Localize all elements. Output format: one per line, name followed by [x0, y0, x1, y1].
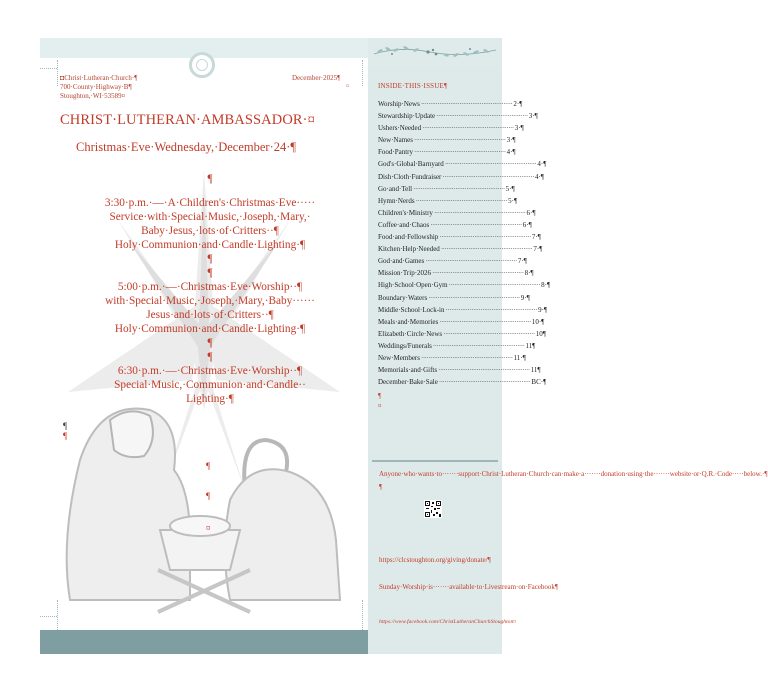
toc-row [378, 316, 545, 328]
church-address [60, 74, 200, 101]
toc-label: Children's·Ministry [378, 208, 433, 217]
toc-row [378, 171, 544, 183]
toc-leader [439, 231, 531, 243]
cell-end-mark: ¤ [346, 84, 349, 90]
toc-leader [443, 328, 535, 340]
toc-leader [449, 279, 541, 291]
toc-leader [421, 98, 513, 110]
toc-row [378, 110, 538, 122]
toc-leader [442, 171, 534, 183]
toc-row [378, 340, 536, 352]
toc-label: New·Names [378, 136, 413, 145]
toc-leader [428, 292, 520, 304]
sidebar-divider [372, 460, 498, 462]
toc-page: 7·¶ [531, 233, 541, 242]
paragraph-mark: ¶ [207, 351, 213, 363]
toc-page: 9·¶ [538, 305, 548, 314]
toc-label: Meals·and·Memories [378, 317, 439, 326]
toc-leader [441, 243, 533, 255]
address-line: 700·County·Highway·B¶ [60, 83, 132, 91]
toc-label: Ushers·Needed [378, 124, 422, 133]
toc-row [378, 267, 534, 279]
toc-page: BC·¶ [531, 378, 547, 387]
toc-label: December·Bake·Sale [378, 378, 438, 387]
toc-leader [430, 219, 522, 231]
donation-text: Anyone·who·wants·to·······support·Christ·Lutheran·Church·can·make·a·······donation·using·the·······website·or·Q.R.·Code·····below.·¶ [379, 470, 768, 478]
toc-row [378, 255, 527, 267]
toc-label: Memorials·and·Gifts [378, 366, 438, 375]
service-330-line: Baby·Jesus,·lots·of·Critters··¶ [141, 225, 279, 237]
toc-label: Mission·Trip·2026 [378, 269, 432, 278]
toc-row [378, 292, 530, 304]
paragraph-mark: ¶ [379, 483, 383, 492]
toc-leader [422, 122, 514, 134]
toc-heading: INSIDE·THIS·ISSUE¶ [378, 82, 448, 90]
toc-page: 11¶ [530, 366, 541, 375]
toc-leader [438, 364, 530, 376]
toc-row [378, 328, 546, 340]
toc-label: Go·and·Tell [378, 184, 413, 193]
paragraph-mark: ¶ [63, 421, 68, 431]
toc-page: 7·¶ [533, 245, 543, 254]
toc-row [378, 243, 543, 255]
margin-guide [362, 60, 363, 86]
toc-page: 10·¶ [531, 317, 545, 326]
toc-page: 11·¶ [513, 353, 526, 362]
toc-page: 8·¶ [541, 281, 551, 290]
toc-leader [434, 207, 526, 219]
toc-page: 7·¶ [517, 257, 527, 266]
toc-label: Kitchen·Help·Needed [378, 245, 440, 254]
paragraph-mark: ¶ [63, 431, 68, 441]
issue-date: December·2025¶ [292, 74, 341, 82]
toc-row [378, 207, 536, 219]
toc-leader [421, 352, 513, 364]
paragraph-mark: ¶ [207, 267, 213, 279]
toc-leader [433, 340, 525, 352]
toc-row [378, 279, 551, 291]
toc-row [378, 146, 516, 158]
toc-leader [445, 158, 537, 170]
toc-page: 6·¶ [522, 220, 532, 229]
toc-leader [425, 255, 517, 267]
toc-page: 2·¶ [513, 100, 523, 108]
toc-leader [414, 146, 506, 158]
margin-guide [57, 60, 58, 86]
toc-label: Elizabeth·Circle·News [378, 329, 443, 338]
toc-page: 6·¶ [526, 208, 536, 217]
livestream-note: Sunday·Worship·is·······available·to·Livestream·on·Facebook¶ [379, 583, 559, 591]
toc-row [378, 158, 547, 170]
service-500-line: 5:00·p.m.·—·Christmas·Eve·Worship··¶ [117, 281, 303, 293]
newsletter-subtitle: Christmas·Eve·Wednesday,·December·24·¶ [76, 140, 297, 154]
toc-label: Weddings/Funerals [378, 341, 432, 350]
paragraph-mark: ¶ [207, 173, 213, 185]
service-500-line: Jesus·and·lots·of·Critters··¶ [146, 309, 274, 321]
toc-row [378, 376, 547, 388]
toc-row [378, 98, 523, 110]
service-630-line: Special·Music,·Communion·and·Candle·· [114, 379, 306, 391]
toc-page: 3·¶ [514, 124, 524, 133]
toc-label: Stewardship·Update [378, 112, 436, 121]
address-line: ◘Christ·Lutheran·Church·¶ [60, 74, 138, 82]
toc-leader [413, 183, 505, 195]
toc-label: Food·Pantry [378, 148, 413, 157]
toc-row [378, 231, 541, 243]
service-330-line: Service·with·Special·Music,·Joseph,·Mary,· [109, 211, 311, 223]
toc-row [378, 364, 541, 376]
service-630-line: 6:30·p.m.·—·Christmas·Eve·Worship··¶ [117, 365, 303, 377]
toc-label: Hymn·Nerds [378, 196, 415, 205]
newsletter-title: CHRIST·LUTHERAN·AMBASSADOR·¤ [60, 112, 315, 128]
toc-page: 4·¶ [506, 148, 516, 157]
service-330-line: 3:30·p.m.·—·A·Children's·Christmas·Eve····· [104, 197, 316, 209]
toc-row [378, 134, 516, 146]
toc-page: 8·¶ [524, 269, 534, 278]
qr-code-icon[interactable] [424, 500, 442, 518]
toc-label: High·School·Open·Gym [378, 281, 448, 290]
toc-page: 5·¶ [508, 196, 518, 205]
footer-band [40, 630, 368, 654]
service-schedule [60, 168, 360, 406]
toc-row [378, 183, 515, 195]
toc-row [378, 219, 532, 231]
toc-leader [436, 110, 528, 122]
service-500-line: Holy·Communion·and·Candle·Lighting·¶ [114, 323, 306, 335]
toc-label: God·and·Games [378, 257, 425, 266]
cell-end-mark: ¤ [206, 523, 211, 533]
toc-page: 4·¶ [537, 160, 547, 169]
toc-page: 9·¶ [520, 293, 530, 302]
toc-row [378, 195, 518, 207]
toc-page: 10¶ [535, 329, 546, 338]
toc-row [378, 352, 526, 364]
margin-guide [40, 68, 57, 69]
facebook-link[interactable]: https://www.facebook.com/ChristLutheranChurchStoughton¤ [379, 619, 517, 625]
toc-page: 4·¶ [534, 172, 544, 181]
toc-leader [432, 267, 524, 279]
toc-label: Worship·News [378, 100, 420, 108]
table-of-contents [378, 82, 551, 411]
donation-note [379, 470, 768, 493]
toc-leader [439, 376, 531, 388]
paragraph-mark: ¶ [206, 491, 211, 501]
toc-label: Food·and·Fellowship [378, 233, 439, 242]
service-630-line: Lighting·¶ [186, 393, 234, 405]
toc-page: 3·¶ [528, 112, 538, 121]
toc-page: 11¶ [525, 341, 536, 350]
service-500-line: with·Special·Music,·Joseph,·Mary,·Baby······ [105, 295, 315, 307]
paragraph-mark: ¶ [378, 392, 382, 401]
toc-label: Middle·School·Lock-in [378, 305, 445, 314]
toc-label: Coffee·and·Chaos [378, 220, 430, 229]
service-330-line: Holy·Communion·and·Candle·Lighting·¶ [114, 239, 306, 251]
toc-page: 3·¶ [506, 136, 516, 145]
toc-label: Boundary·Waters [378, 293, 428, 302]
toc-row [378, 304, 548, 316]
toc-leader [416, 195, 508, 207]
toc-row [378, 122, 524, 134]
paragraph-mark: ¶ [206, 461, 211, 471]
cell-end-mark: ¤ [378, 402, 382, 411]
toc-leader [414, 134, 506, 146]
toc-page: 5·¶ [505, 184, 515, 193]
toc-leader [439, 316, 531, 328]
toc-label: Dish·Cloth·Fundraiser [378, 172, 442, 181]
paragraph-mark: ¶ [207, 337, 213, 349]
laurel-decoration-icon [370, 40, 500, 64]
address-line: Stoughton,·WI·53589¤ [60, 92, 126, 100]
toc-label: New·Members [378, 353, 420, 362]
toc-label: God's·Global·Barnyard [378, 160, 444, 169]
donation-link[interactable]: https://clcstoughton.org/giving/donate/¶ [379, 556, 491, 564]
paragraph-mark: ¶ [207, 253, 213, 265]
toc-leader [446, 304, 538, 316]
